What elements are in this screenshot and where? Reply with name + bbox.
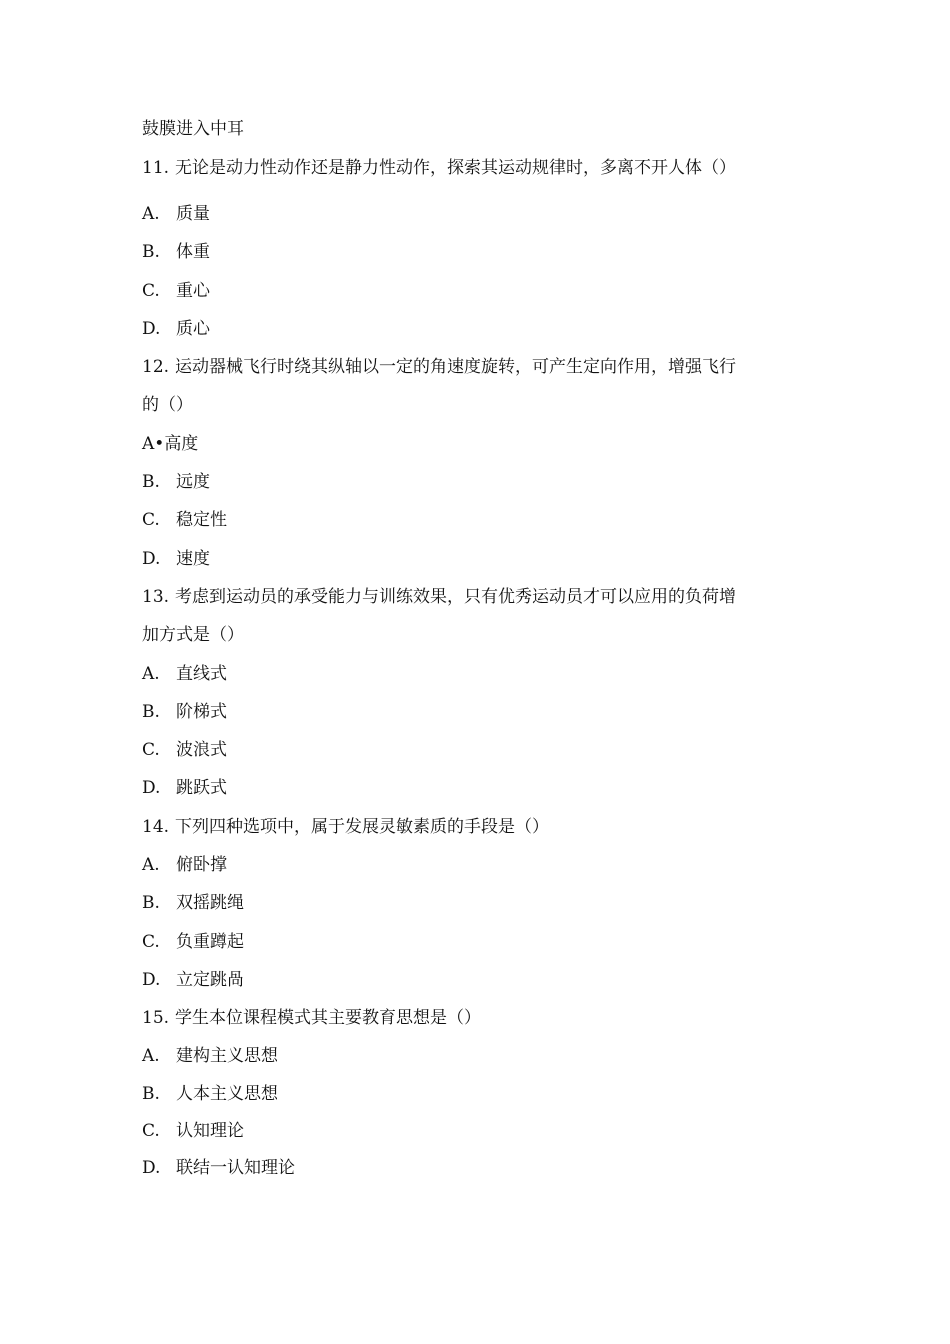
option-label: A. [142,664,160,684]
question-number: 13. [142,587,170,607]
question-number: 11. [142,158,170,178]
question-13-continuation: 加方式是（） [142,625,244,645]
option-text: 阶梯式 [176,702,227,722]
option-text: 人本主义思想 [176,1084,278,1104]
option-15-c [142,1120,244,1142]
option-12-b [142,471,210,493]
option-text: 立定跳咼 [176,970,244,990]
question-text: 下列四种选项中，属于发展灵敏素质的手段是（） [175,817,550,837]
option-label: B. [142,702,160,722]
option-text: 质量 [176,204,210,224]
question-number: 15. [142,1008,170,1028]
option-11-b [142,241,210,263]
option-text: 双摇跳绳 [176,893,244,913]
option-label: B. [142,242,160,262]
option-label: A. [142,204,160,224]
question-text: 考虑到运动员的承受能力与训练效果，只有优秀运动员才可以应用的负荷增 [175,587,737,607]
option-12-c [142,509,227,531]
option-13-b [142,701,227,723]
question-number: 14. [142,817,170,837]
option-text: 建构主义思想 [176,1046,278,1066]
option-label: B. [142,1084,160,1104]
option-text: 认知理论 [176,1121,244,1141]
option-text: 远度 [176,472,210,492]
option-text: 重心 [176,281,210,301]
option-text: 直线式 [176,664,227,684]
option-label: A• [142,434,165,454]
option-14-c [142,931,244,953]
option-15-d [142,1157,295,1179]
intro-fragment: 鼓膜进入中耳 [142,119,244,139]
option-text: 质心 [176,319,210,339]
question-12 [142,356,736,378]
option-label: C. [142,932,160,952]
option-14-b [142,892,244,914]
question-number: 12. [142,357,170,377]
option-label: D. [142,970,161,990]
option-text: 负重蹲起 [176,932,244,952]
question-text: 运动器械飞行时绕其纵轴以一定的角速度旋转，可产生定向作用，增强飞行 [175,357,737,377]
option-text: 高度 [164,434,199,454]
option-12-d [142,548,210,570]
option-label: C. [142,281,160,301]
option-14-a [142,854,227,876]
option-12-a [142,433,198,455]
question-13 [142,586,736,608]
option-label: A. [142,855,160,875]
option-15-b [142,1083,278,1105]
question-12-continuation: 的（） [142,395,193,415]
option-11-a [142,203,210,225]
option-13-a [142,663,227,685]
option-label: D. [142,1158,161,1178]
question-15 [142,1007,481,1029]
option-label: C. [142,1121,160,1141]
option-11-d [142,318,210,340]
option-14-d [142,969,244,991]
option-label: B. [142,893,160,913]
option-label: C. [142,740,160,760]
option-label: C. [142,510,160,530]
question-11 [142,157,736,179]
option-text: 速度 [176,549,210,569]
option-text: 体重 [176,242,210,262]
option-label: D. [142,549,161,569]
option-text: 联结一认知理论 [176,1158,295,1178]
option-text: 跳跃式 [176,778,227,798]
option-label: A. [142,1046,160,1066]
option-label: D. [142,778,161,798]
option-13-c [142,739,227,761]
option-text: 波浪式 [176,740,227,760]
option-label: B. [142,472,160,492]
question-14 [142,816,549,838]
question-text: 无论是动力性动作还是静力性动作，探索其运动规律时，多离不开人体（） [175,158,737,178]
option-15-a [142,1045,278,1067]
option-text: 俯卧撑 [176,855,227,875]
option-13-d [142,777,227,799]
option-label: D. [142,319,161,339]
option-11-c [142,280,210,302]
question-text: 学生本位课程模式其主要教育思想是（） [175,1008,482,1028]
option-text: 稳定性 [176,510,227,530]
